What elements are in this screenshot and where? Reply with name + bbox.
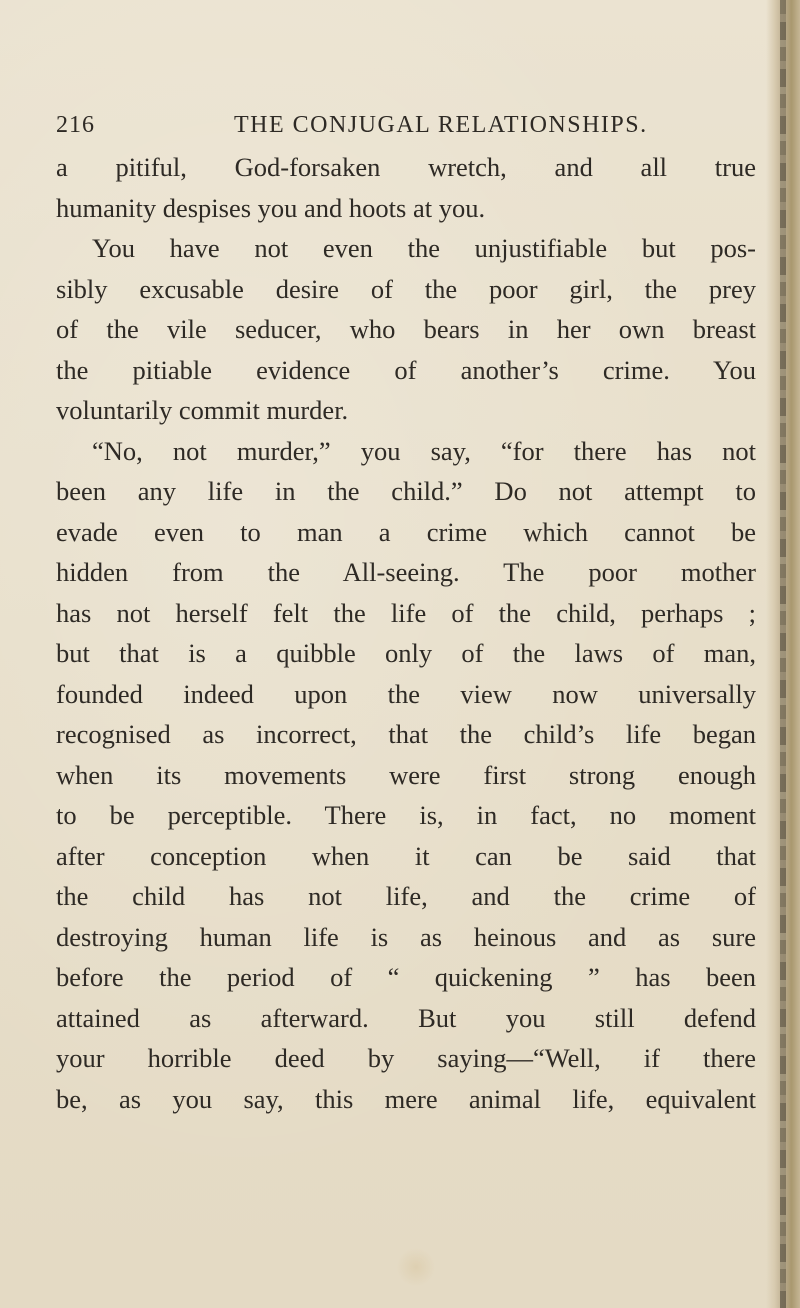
text-line: a pitiful, God-forsaken wretch, and all true — [56, 152, 756, 182]
text-line: after conception when it can be said that — [56, 840, 756, 871]
text-line: You have not even the unjustifiable but pos- — [92, 233, 756, 263]
text-line: voluntarily commit murder. — [56, 395, 349, 425]
text-line: sibly excusable desire of the poor girl, the prey — [56, 273, 756, 304]
page-number: 216 — [56, 112, 95, 138]
body-text — [56, 147, 756, 1119]
text-line: has not herself felt the life of the child, perhaps ; — [56, 597, 756, 628]
text-line: the child has not life, and the crime of — [56, 881, 756, 911]
text-line: be, as you say, this mere animal life, equivalent — [56, 1083, 756, 1114]
text-line: before the period of “ quickening ” has been — [56, 962, 756, 992]
paper-stain — [396, 1247, 436, 1287]
text-line: “No, not murder,” you say, “for there has not — [92, 435, 756, 466]
text-line: hidden from the All-seeing. The poor mother — [56, 557, 756, 587]
text-line: but that is a quibble only of the laws of man, — [56, 638, 756, 668]
text-line: humanity despises you and hoots at you. — [56, 192, 486, 223]
text-line: when its movements were first strong enough — [56, 759, 756, 790]
text-line: evade even to man a crime which cannot be — [56, 516, 756, 547]
text-line: founded indeed upon the view now universally — [56, 678, 756, 709]
text-line: your horrible deed by saying—“Well, if there — [56, 1043, 756, 1073]
text-line: to be perceptible. There is, in fact, no moment — [56, 800, 756, 830]
running-title: THE CONJUGAL RELATIONSHIPS. — [234, 112, 648, 138]
text-line: destroying human life is as heinous and as sure — [56, 921, 756, 952]
page-edge-shadow — [780, 0, 786, 1308]
text-line: of the vile seducer, who bears in her own breast — [56, 314, 756, 344]
text-line: the pitiable evidence of another’s crime. You — [56, 354, 756, 385]
text-line: been any life in the child.” Do not attempt to — [56, 476, 756, 506]
text-line: recognised as incorrect, that the child’s life began — [56, 719, 756, 749]
page-header — [56, 112, 756, 152]
text-line: attained as afterward. But you still defend — [56, 1002, 756, 1033]
